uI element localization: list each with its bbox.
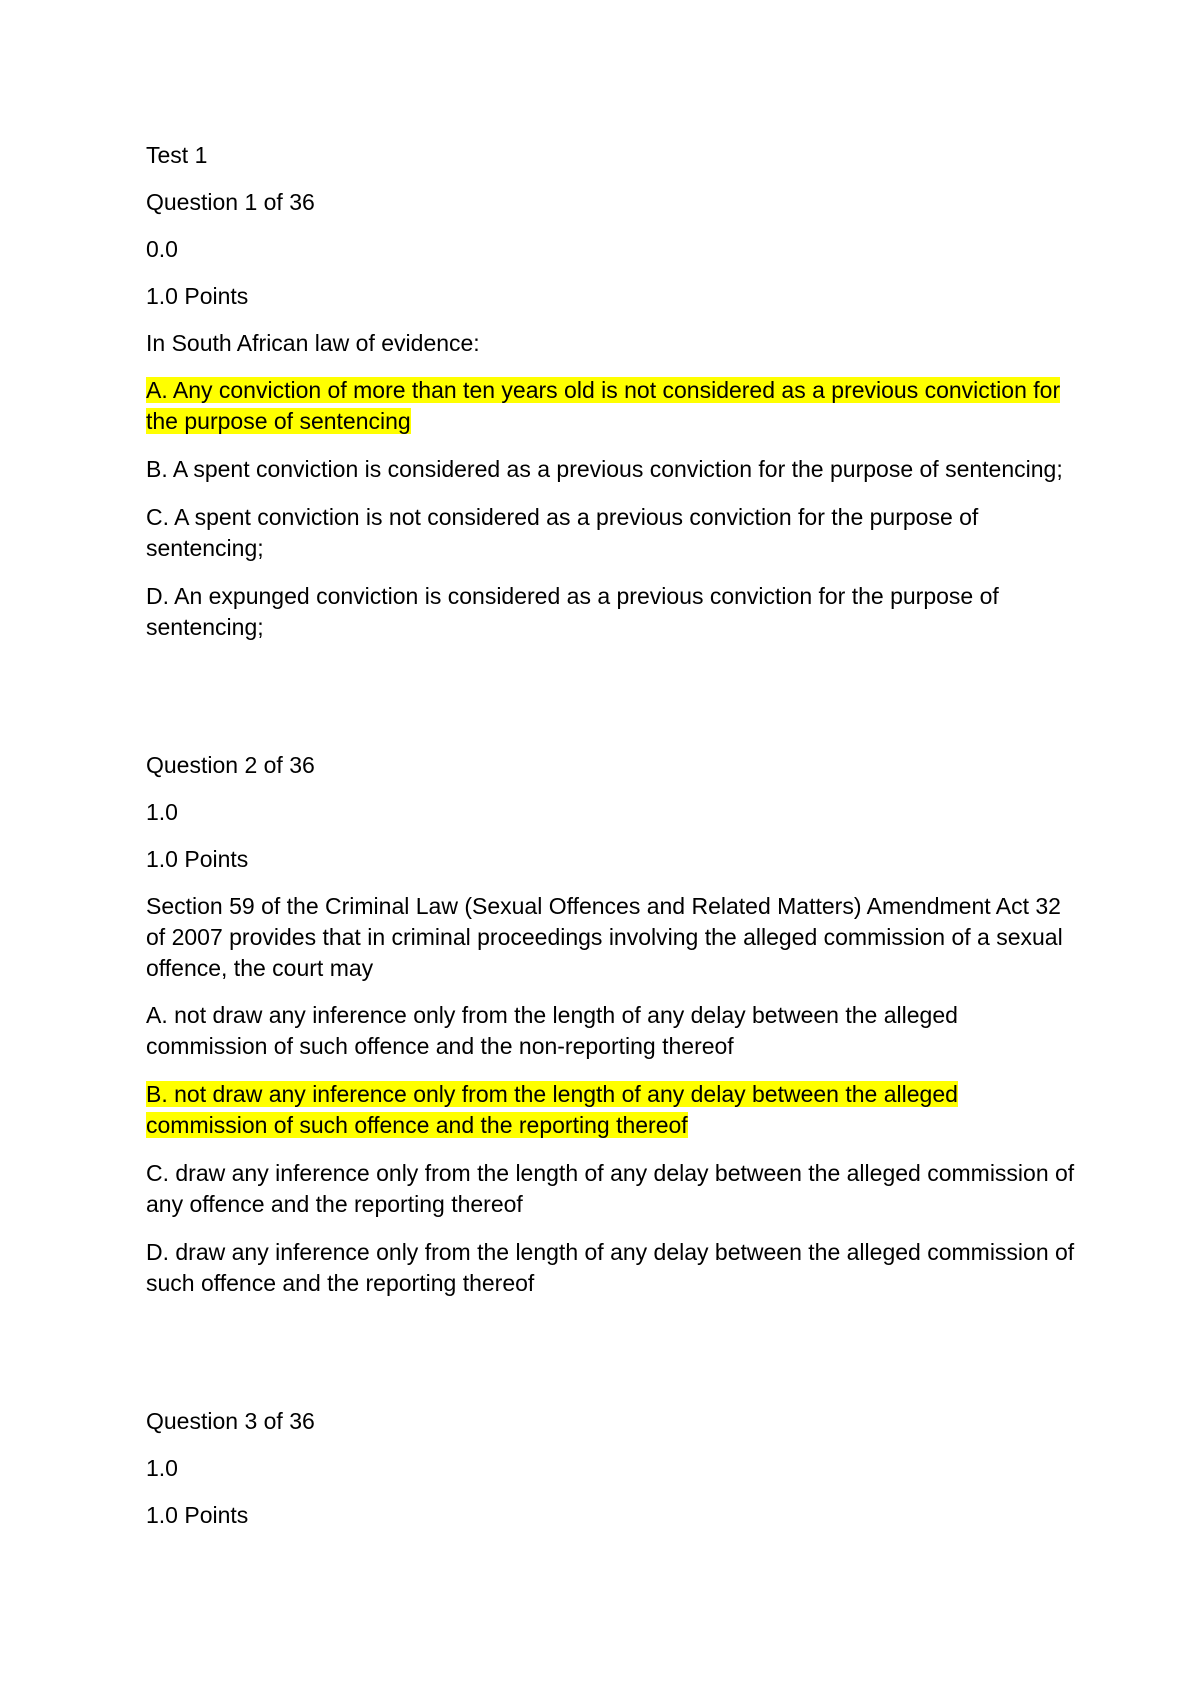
- question-score: 1.0: [146, 1455, 178, 1481]
- option-text: C. draw any inference only from the length of any delay between the alleged commission of any offence and the reporting thereof: [146, 1160, 1075, 1217]
- option-text: D. draw any inference only from the length of any delay between the alleged commission of such offence and the reporting thereof: [146, 1239, 1075, 1296]
- answer-option-d: [146, 581, 1076, 643]
- answer-option-b: [146, 1079, 1076, 1141]
- question-prompt: Section 59 of the Criminal Law (Sexual Offences and Related Matters) Amendment Act 32 of 2007 provides that in criminal proceedings involving the alleged commission of a sexual offence, the court may: [146, 893, 1070, 981]
- question-header: Question 3 of 36: [146, 1408, 315, 1434]
- question-prompt: In South African law of evidence:: [146, 330, 480, 356]
- answer-option-c: [146, 1158, 1076, 1220]
- question-header: Question 2 of 36: [146, 752, 315, 778]
- question-header: Question 1 of 36: [146, 189, 315, 215]
- option-text: B. not draw any inference only from the length of any delay between the alleged commission of such offence and the reporting thereof: [146, 1081, 958, 1138]
- document-title: Test 1: [146, 142, 208, 168]
- answer-option-d: [146, 1237, 1076, 1299]
- question-points: 1.0 Points: [146, 846, 249, 872]
- question-score: 1.0: [146, 799, 178, 825]
- question-1: [146, 187, 1076, 643]
- option-text: B. A spent conviction is considered as a previous conviction for the purpose of sentencing;: [146, 456, 1063, 482]
- answer-option-b: [146, 454, 1076, 485]
- answer-option-a: [146, 1000, 1076, 1062]
- option-text: A. Any conviction of more than ten years old is not considered as a previous conviction for the purpose of sentencing: [146, 377, 1061, 434]
- option-text: A. not draw any inference only from the length of any delay between the alleged commission of such offence and the non-reporting thereof: [146, 1002, 958, 1059]
- answer-option-a: [146, 375, 1076, 437]
- document-page: [146, 140, 1076, 1547]
- question-points: 1.0 Points: [146, 1502, 249, 1528]
- option-text: C. A spent conviction is not considered as a previous conviction for the purpose of sentencing;: [146, 504, 979, 561]
- question-2: [146, 750, 1076, 1299]
- option-text: D. An expunged conviction is considered as a previous conviction for the purpose of sentencing;: [146, 583, 999, 640]
- question-score: 0.0: [146, 236, 178, 262]
- question-3: [146, 1406, 1076, 1531]
- question-points: 1.0 Points: [146, 283, 249, 309]
- answer-option-c: [146, 502, 1076, 564]
